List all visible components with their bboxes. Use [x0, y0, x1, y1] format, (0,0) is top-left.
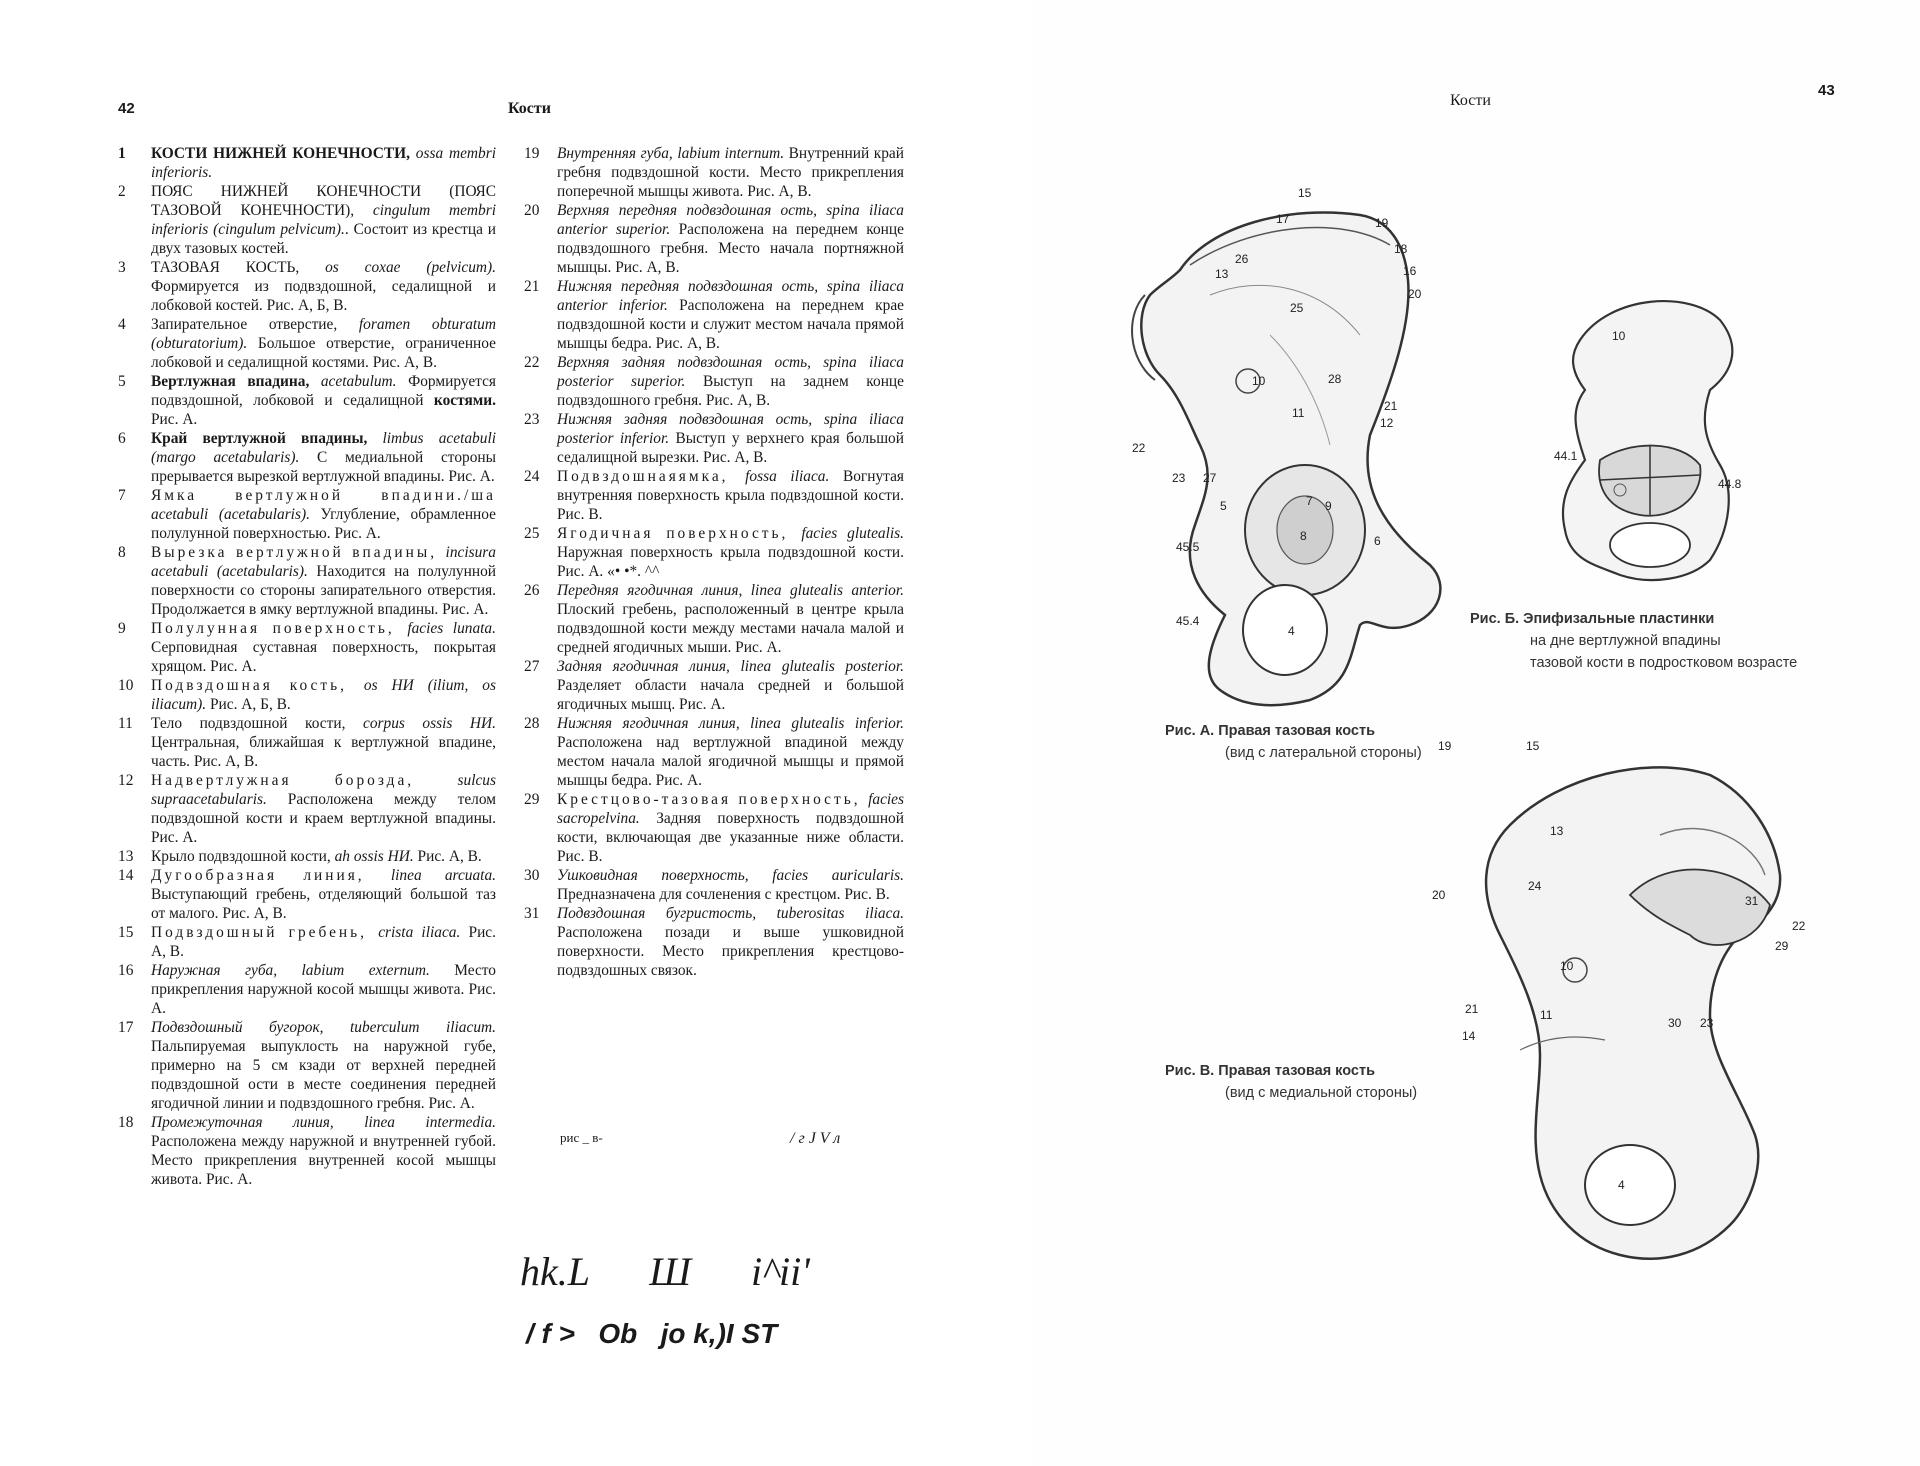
glossary-entry — [118, 182, 496, 258]
entry-text-run: ossa membri inferioris. — [151, 145, 496, 181]
entry-text — [151, 847, 496, 866]
entry-text — [151, 429, 496, 486]
glossary-entry — [524, 201, 904, 277]
glossary-entry — [118, 486, 496, 543]
glossary-entry — [118, 144, 496, 182]
entry-number: 16 — [118, 962, 134, 979]
figure-label: 12 — [1380, 416, 1394, 430]
caption-figure-b — [1470, 608, 1797, 674]
figure-a-hip-bone-lateral — [1120, 185, 1510, 710]
entry-number: 27 — [524, 658, 540, 675]
right-page — [1030, 0, 1920, 1466]
entry-text-run: corpus ossis НИ. — [363, 715, 496, 732]
glossary-entry — [118, 1018, 496, 1113]
entry-text — [151, 866, 496, 923]
figure-label: 25 — [1290, 301, 1304, 315]
entry-number: 10 — [118, 677, 134, 694]
entry-number: 17 — [118, 1019, 134, 1036]
entry-text-run: Дугообразная линия, — [151, 867, 391, 884]
glossary-entry — [524, 277, 904, 353]
page-number-left: 42 — [118, 100, 135, 117]
glossary-entry — [524, 467, 904, 524]
figure-label: 30 — [1668, 1016, 1682, 1030]
entry-text-run: Углубление, обрамленное полулунной поверхностью. Рис. А. — [151, 506, 497, 542]
entry-text-run: Расположена на переднем конце подвздошного гребня. Место начала портняжной мышцы. Рис. А, В. — [557, 221, 904, 276]
entry-text-run: os coxae (pelvicum). — [325, 259, 496, 276]
entry-text-run: facies sacropelvina. — [557, 791, 904, 827]
entry-text-run: Надвертлужная борозда, — [151, 772, 458, 789]
entry-text-run: . Состоит из крестца и двух тазовых костей. — [151, 221, 496, 257]
entry-text — [151, 543, 496, 619]
entry-text-run: Нижняя задняя подвздошная ость, spina iliaca posterior inferior. — [557, 411, 904, 447]
glossary-entry — [524, 581, 904, 657]
entry-text — [151, 676, 496, 714]
entry-number: 21 — [524, 278, 540, 295]
figure-label: 27 — [1203, 471, 1217, 485]
figure-label: 9 — [1325, 499, 1332, 513]
entry-text-run: Рис. А, В. — [413, 848, 482, 865]
entries-column-1 — [118, 144, 496, 1189]
entry-text-run: Серповидная суставная поверхность, покрытая хрящом. Рис. А. — [151, 639, 496, 675]
entry-text-run: incisura acetabuli (acetabularis). — [151, 544, 496, 580]
entry-text-run: acetabulum. — [320, 373, 397, 390]
figure-label: 18 — [1394, 242, 1408, 256]
glossary-entry — [524, 904, 904, 980]
entry-number: 1 — [118, 145, 126, 162]
caption-figure-a — [1165, 720, 1422, 764]
caption-b-line-3: тазовой кости в подростковом возрасте — [1530, 655, 1798, 671]
entry-text-run: Внутренняя губа, labium internum. — [557, 145, 785, 162]
figure-label: 20 — [1432, 888, 1446, 902]
caption-a-line-2: (вид с латеральной стороны) — [1225, 745, 1422, 761]
figure-label: 7 — [1306, 494, 1313, 508]
figure-label: 15 — [1526, 739, 1540, 753]
entry-text-run: Задняя поверхность подвздошной кости, включающая две указанные ниже области. Рис. В. — [557, 810, 904, 865]
entry-text-run: Разделяет области начала средней и большой ягодичных мышц. Рис. А. — [557, 677, 904, 713]
entry-text-run: linea arcuata. — [390, 867, 497, 884]
entry-text — [151, 258, 496, 315]
entry-text-run: Передняя ягодичная линия, linea glutealis anterior. — [557, 582, 904, 599]
entry-text-run: Рис. А, Б, В. — [206, 696, 291, 713]
figure-label: 4 — [1288, 624, 1295, 638]
glossary-entry — [118, 714, 496, 771]
figure-label: 22 — [1792, 919, 1806, 933]
entry-number: 11 — [118, 715, 133, 732]
entry-text — [557, 904, 904, 980]
entry-number: 5 — [118, 373, 126, 390]
entry-text-run: Верхняя передняя подвздошная ость, spina iliaca anterior superior. — [557, 202, 904, 238]
entry-text-run: limbus acetabuli (margo acetabularis). — [151, 430, 497, 466]
entry-text-run: Расположена над вертлужной впадиной между местом начала малой ягодичной мышцы и прямой мышцы бедра. Рис. А. — [557, 734, 904, 789]
entry-text-run: Рис. А, В. — [151, 924, 496, 960]
figure-label: 44.1 — [1554, 449, 1578, 463]
entry-text-run: Вырезка вертлужной впадины, — [151, 544, 446, 561]
entry-text — [557, 410, 904, 467]
entry-number: 23 — [524, 411, 540, 428]
entry-text-run: Пальпируемая выпуклость на наружной губе, примерно на 5 см кзади от верхней передней подвздошной ости в месте соединения передней ягодичной линии и подвздошного гребня. Рис. А. — [151, 1038, 496, 1112]
entry-text-run: foramen obturatum (obturatorium). — [151, 316, 496, 352]
entry-text — [557, 581, 904, 657]
glossary-entry — [524, 790, 904, 866]
glossary-entry — [524, 144, 904, 201]
entries-column-2 — [524, 144, 904, 980]
entry-text — [151, 486, 496, 543]
entry-text-run: ТАЗОВАЯ КОСТЬ, — [151, 259, 326, 276]
figure-label: 8 — [1300, 529, 1307, 543]
entry-text — [151, 923, 496, 961]
entry-number: 8 — [118, 544, 126, 561]
glossary-entry — [118, 847, 496, 866]
entry-number: 26 — [524, 582, 540, 599]
running-head-right: Кости — [1450, 92, 1491, 109]
scan-artifact-text: рис _ в- — [560, 1130, 603, 1145]
glossary-entry — [118, 315, 496, 372]
glossary-entry — [524, 714, 904, 790]
entry-number: 31 — [524, 905, 540, 922]
entry-number: 25 — [524, 525, 540, 542]
entry-number: 18 — [118, 1114, 134, 1131]
entry-text-run: Находится на полулунной поверхности со стороны запирательного отверстия. Продолжается в ямку вертлужной впадины. Рис. А. — [151, 563, 496, 618]
entry-text-run: Наружная губа, labium externum. — [151, 962, 430, 979]
entry-text-run: Внутренний край гребня подвздошной кости. Место прикрепления поперечной мышцы живота. Рис. А, В. — [557, 145, 904, 200]
figure-label: 29 — [1775, 939, 1789, 953]
entry-text-run: fossa iliaca. — [745, 468, 830, 485]
entry-number: 4 — [118, 316, 126, 333]
glossary-entry — [524, 410, 904, 467]
entry-text-run: Подвздошнаяямка, — [557, 468, 746, 485]
entry-text — [151, 372, 496, 429]
entry-text-run: Вертлужная впадина, — [151, 373, 321, 390]
figure-label: 20 — [1408, 287, 1422, 301]
entry-number: 7 — [118, 487, 126, 504]
entry-text-run: Ямка вертлужной впадини./ша — [151, 487, 496, 504]
entry-text — [151, 1113, 496, 1189]
entry-number: 3 — [118, 259, 126, 276]
figure-label: 6 — [1374, 534, 1381, 548]
figure-c-hip-bone-medial — [1410, 735, 1820, 1275]
entry-number: 29 — [524, 791, 540, 808]
figure-label: 10 — [1252, 374, 1266, 388]
figure-label: 13 — [1215, 267, 1229, 281]
entry-text-run: Тело подвздошной кости, — [151, 715, 363, 732]
figure-label: 23 — [1172, 471, 1186, 485]
figure-label: 15 — [1298, 186, 1312, 200]
glossary-entry — [118, 543, 496, 619]
entry-text-run: Ягодичная поверхность, — [557, 525, 802, 542]
entry-text-run: cingulum membri inferioris (cingulum pelvicum). — [151, 202, 496, 238]
entry-text-run: Расположена между наружной и внутренней губой. Место прикрепления внутренней косой мышцы живота. Рис. А. — [151, 1133, 496, 1188]
figure-b-epiphyseal-plates — [1540, 290, 1760, 600]
entry-text — [557, 144, 904, 201]
figure-label: 26 — [1235, 252, 1249, 266]
entry-text-run: Вогнутая внутренняя поверхность крыла подвздошной кости. Рис. В. — [557, 468, 904, 523]
page-number-right: 43 — [1818, 82, 1835, 99]
figure-label: 23 — [1700, 1016, 1714, 1030]
figure-label: 31 — [1745, 894, 1759, 908]
entry-text — [557, 714, 904, 790]
glossary-entry — [524, 353, 904, 410]
entry-text-run: Выступ на заднем конце подвздошного гребня. Рис. А, В. — [557, 373, 905, 409]
figure-label: 14 — [1462, 1029, 1476, 1043]
caption-b-line-1: Рис. Б. Эпифизальные пластинки — [1470, 611, 1715, 627]
figure-label: 11 — [1292, 406, 1305, 420]
entry-text — [151, 315, 496, 372]
entry-text-run: Расположена между телом подвздошной кости и краем вертлужной впадины. Рис. А. — [151, 791, 496, 846]
entry-text — [557, 790, 904, 866]
entry-text — [557, 657, 904, 714]
glossary-entry — [118, 923, 496, 961]
entry-text-run: Крестцово-тазовая поверхность, — [557, 791, 869, 808]
entry-number: 24 — [524, 468, 540, 485]
entry-text-run: Плоский гребень, расположенный в центре крыла подвздошной кости между местами начала малой и средней ягодичных мыши. Рис. А. — [557, 601, 904, 656]
entry-text-run: Край вертлужной впадины, — [151, 430, 383, 447]
ocr-artifact-line-2: / f > Ob jo k,)I ST — [526, 1318, 778, 1349]
running-head-left: Кости — [508, 100, 551, 117]
entry-number: 9 — [118, 620, 126, 637]
entry-text-run: Нижняя ягодичная линия, linea glutealis inferior. — [557, 715, 904, 732]
figure-label: 13 — [1550, 824, 1564, 838]
entry-number: 22 — [524, 354, 540, 371]
entry-text-run: Промежуточная линия, linea intermedia. — [151, 1114, 496, 1131]
glossary-entry — [524, 657, 904, 714]
glossary-entry — [118, 1113, 496, 1189]
figure-label: 21 — [1384, 399, 1398, 413]
entry-text-run: Расположена позади и выше ушковидной поверхности. Место прикрепления крестцово-подвздошных связок. — [557, 924, 904, 979]
entry-text — [557, 524, 904, 581]
glossary-entry — [118, 676, 496, 714]
entry-text-run: facies lunata. — [407, 620, 496, 637]
entry-text-run: Предназначена для сочленения с крестцом. Рис. В. — [557, 886, 890, 903]
caption-b-line-2: на дне вертлужной впадины — [1530, 633, 1721, 649]
entry-number: 6 — [118, 430, 126, 447]
glossary-entry — [118, 771, 496, 847]
entry-text-run: Верхняя задняя подвздошная ость, spina iliaca posterior superior. — [557, 354, 904, 390]
entry-text-run: Выступ у верхнего края большой седалищной вырезки. Рис. А, В. — [557, 430, 904, 466]
entry-text-run: sulcus supraacetabularis. — [151, 772, 496, 808]
figure-label: 24 — [1528, 879, 1542, 893]
figure-label: 28 — [1328, 372, 1342, 386]
figure-label: 10 — [1560, 959, 1574, 973]
entry-text-run: Формируется из подвздошной, седалищной и лобковой костей. Рис. А, Б, В. — [151, 278, 496, 314]
figure-label: 45.4 — [1176, 614, 1200, 628]
entry-text-run: Подвздошный бугорок, tuberculum iliacum. — [151, 1019, 496, 1036]
entry-text-run: С медиальной стороны прерывается вырезкой вертлужной впадины. Рис. А. — [151, 449, 496, 485]
figure-label: 10 — [1612, 329, 1626, 343]
entry-number: 2 — [118, 183, 126, 200]
entry-text-run: Центральная, ближайшая к вертлужной впадине, часть. Рис. А, В. — [151, 734, 496, 770]
entry-text — [151, 771, 496, 847]
figure-label: 11 — [1540, 1008, 1553, 1022]
glossary-entry — [118, 372, 496, 429]
figure-label: 16 — [1403, 264, 1417, 278]
entry-text-run: crista iliaca. — [378, 924, 461, 941]
entry-text-run: Запирательное отверстие, — [151, 316, 359, 333]
entry-text-run: костями. — [433, 392, 496, 409]
entry-text — [557, 277, 904, 353]
entry-text-run: Формируется подвздошной, лобковой и седалищной — [151, 373, 496, 409]
glossary-entry — [118, 429, 496, 486]
ocr-artifact-line-1: hk.L Ш i^ii' — [520, 1249, 810, 1294]
figure-label: 19 — [1438, 739, 1452, 753]
entry-text-run: os НИ (ilium, os iliacum). — [151, 677, 496, 713]
entry-text-run: Наружная поверхность крыла подвздошной кости. Рис. А. «• •*. ^^ — [557, 544, 904, 580]
entry-text-run: facies glutealis. — [801, 525, 904, 542]
entry-text — [151, 961, 496, 1018]
entry-text-run: Подвздошная кость, — [151, 677, 364, 694]
figure-label: 45.5 — [1176, 540, 1200, 554]
glossary-entry — [118, 961, 496, 1018]
entry-number: 19 — [524, 145, 540, 162]
caption-figure-c — [1165, 1060, 1417, 1104]
caption-a-line-1: Рис. А. Правая тазовая кость — [1165, 723, 1375, 739]
glossary-entry — [524, 524, 904, 581]
entry-text-run: Полулунная поверхность, — [151, 620, 408, 637]
glossary-entry — [118, 866, 496, 923]
entry-number: 13 — [118, 848, 134, 865]
entry-text-run: Крыло подвздошной кости, — [151, 848, 335, 865]
entry-text — [151, 619, 496, 676]
glossary-entry — [118, 258, 496, 315]
entry-text-run: Рис. А. — [151, 411, 198, 428]
entry-text — [151, 1018, 496, 1113]
entry-text-run: Большое отверстие, ограниченное лобковой и седалищной костями. Рис. А, В. — [151, 335, 496, 371]
entry-number: 12 — [118, 772, 134, 789]
figure-label: 19 — [1375, 216, 1389, 230]
glossary-entry — [118, 619, 496, 676]
entry-number: 30 — [524, 867, 540, 884]
entry-number: 14 — [118, 867, 134, 884]
entry-text-run: ah ossis НИ. — [334, 848, 414, 865]
entry-text-run: ПОЯС НИЖНЕЙ КОНЕЧНОСТИ (ПОЯС ТАЗОВОЙ КОНЕЧНОСТИ), — [151, 183, 496, 219]
entry-number: 20 — [524, 202, 540, 219]
entry-text-run: Выступающий гребень, отделяющий большой таз от малого. Рис. А, В. — [151, 886, 496, 922]
entry-text — [557, 467, 904, 524]
caption-c-line-1: Рис. В. Правая тазовая кость — [1165, 1063, 1375, 1079]
figure-label: 21 — [1465, 1002, 1479, 1016]
entry-text-run: Подвздошная бугристость, tuberositas iliaca. — [557, 905, 904, 922]
entry-text-run: Задняя ягодичная линия, linea glutealis posterior. — [557, 658, 904, 675]
entry-number: 15 — [118, 924, 134, 941]
glossary-entry — [524, 866, 904, 904]
entry-text-run: Нижняя передняя подвздошная ость, spina iliaca anterior inferior. — [557, 278, 904, 314]
entry-text — [151, 714, 496, 771]
entry-text-run: Место прикрепления наружной косой мышцы живота. Рис. А. — [151, 962, 497, 1017]
entry-text — [151, 144, 496, 182]
figure-label: 44.8 — [1718, 477, 1742, 491]
entry-text-run: Расположена на переднем крае подвздошной кости и служит местом начала прямой мышцы бедра. Рис. А, В. — [557, 297, 905, 352]
figure-label: 5 — [1220, 499, 1227, 513]
entry-text-run: Подвздошный гребень, — [151, 924, 379, 941]
entry-text-run: Ушковидная поверхность, facies auricularis. — [557, 867, 904, 884]
scan-artifact-text-right: / г J V л — [790, 1130, 841, 1147]
figure-label: 4 — [1618, 1178, 1625, 1192]
entry-text — [557, 201, 904, 277]
entry-text — [557, 353, 904, 410]
figure-label: 22 — [1132, 441, 1146, 455]
figure-label: 17 — [1276, 212, 1290, 226]
entry-text-run: acetabuli (acetabularis). — [151, 506, 310, 523]
entry-text-run: КОСТИ НИЖНЕЙ КОНЕЧНОСТИ, — [151, 145, 416, 162]
caption-c-line-2: (вид с медиальной стороны) — [1225, 1085, 1418, 1101]
entry-text — [557, 866, 904, 904]
entry-text — [151, 182, 496, 258]
entry-number: 28 — [524, 715, 540, 732]
